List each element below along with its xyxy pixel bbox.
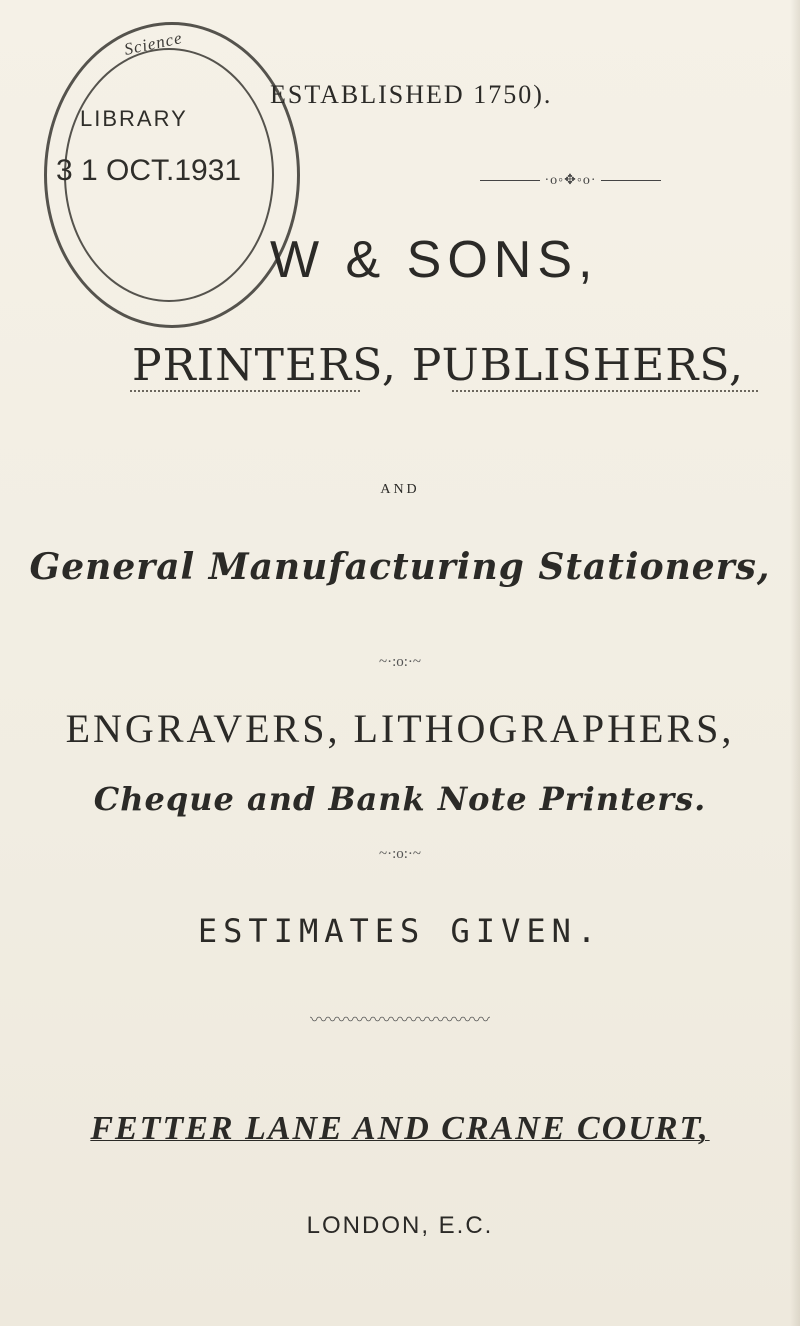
ornament-divider-b: ~·:o:·~: [378, 846, 422, 862]
ornament-divider-top: [480, 172, 661, 189]
stationers-line: General Manufacturing Stationers,: [29, 546, 771, 588]
printers-publishers-heading: PRINTERS, PUBLISHERS,: [132, 340, 744, 391]
ornament-glyph: ·o◦✥◦o·: [544, 173, 597, 188]
ornament-rule-left: [480, 180, 540, 181]
established-line: ESTABLISHED 1750).: [270, 80, 553, 109]
ornament-rule-right: [601, 180, 661, 181]
cheque-printers-line: Cheque and Bank Note Printers.: [93, 780, 707, 818]
stamp-date: 3 1 OCT.1931: [56, 154, 242, 187]
ornament-divider-a: ~·:o:·~: [378, 654, 422, 670]
engravers-line: ENGRAVERS, LITHOGRAPHERS,: [65, 706, 735, 751]
and-text: AND: [380, 482, 420, 497]
printers-underline: [130, 390, 360, 392]
estimates-line: ESTIMATES GIVEN.: [197, 912, 603, 950]
wavy-rule: 〰〰〰〰〰〰〰〰〰〰: [310, 1010, 490, 1030]
address-line: FETTER LANE AND CRANE COURT,: [90, 1110, 710, 1147]
city-line: LONDON, E.C.: [306, 1212, 494, 1239]
stamp-top-text: Science: [122, 28, 185, 59]
publishers-underline: [452, 390, 758, 392]
stamp-library-label: LIBRARY: [80, 106, 188, 131]
firm-name: W & SONS,: [270, 231, 599, 289]
